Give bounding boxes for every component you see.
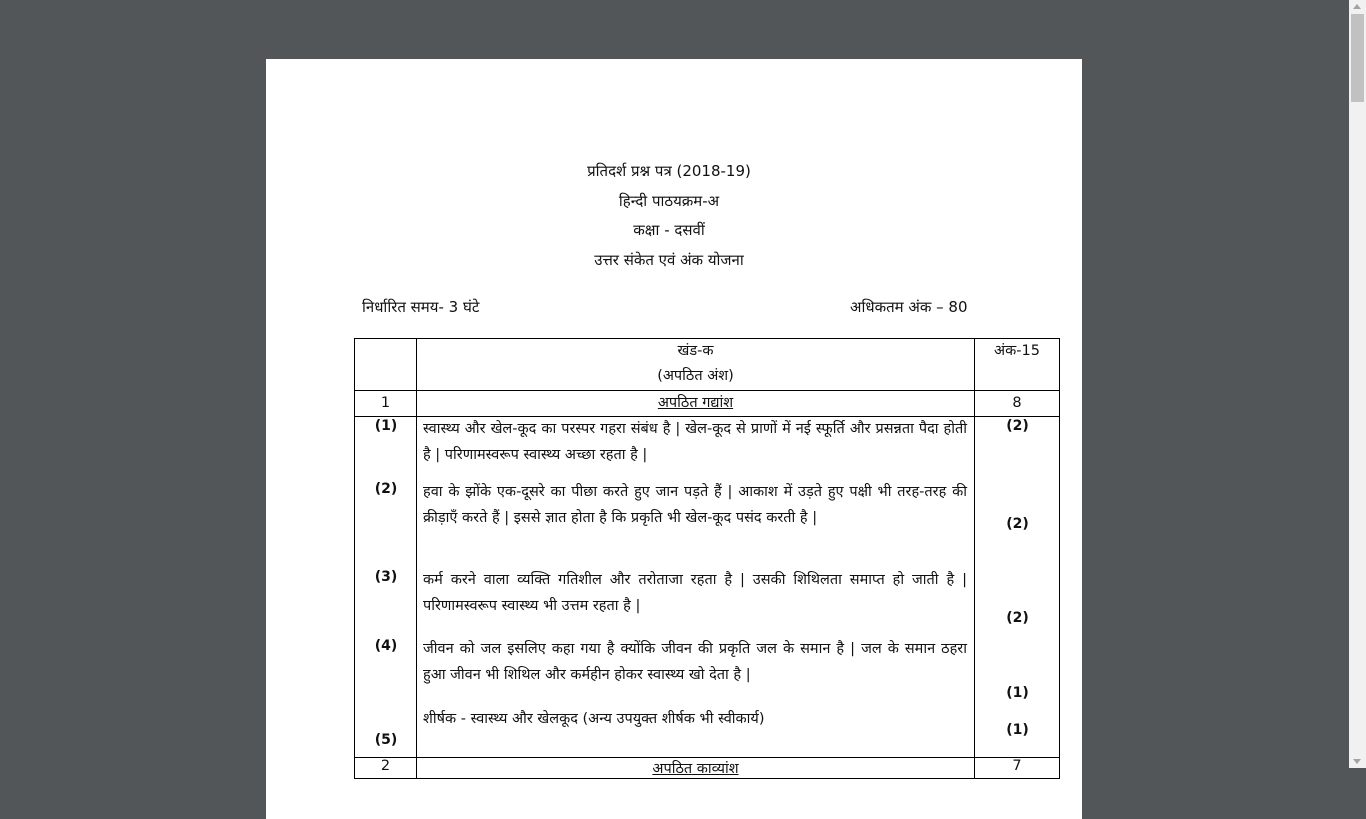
answer-number: (4)	[374, 638, 398, 654]
question-title: अपठित गद्यांश	[657, 395, 734, 411]
answer-number: (3)	[374, 569, 398, 585]
document-page	[266, 59, 1082, 819]
answer-number: (1)	[374, 418, 398, 434]
header-line-3: कक्षा - दसवीं	[633, 221, 705, 239]
empty-cell	[355, 339, 417, 391]
answer-number: (2)	[374, 481, 398, 497]
document-header	[266, 157, 1082, 275]
scroll-up-arrow-icon[interactable]	[1353, 4, 1361, 9]
answer-texts-cell	[417, 417, 975, 758]
answer-text: जीवन को जल इसलिए कहा गया है क्योंकि जीवन की प्रकृति जल के समान है | जल के समान ठहरा हुआ जीवन भी शिथिल और कर्महीन होकर स्वास्थ्य खो देता है |	[423, 641, 967, 683]
header-line-4: उत्तर संकेत एवं अंक योजना	[594, 250, 744, 269]
answer-text: स्वास्थ्य और खेल-कूद का परस्पर गहरा संबंध है | खेल-कूद से प्राणों में नई स्फूर्ति और प्रसन्नता पैदा होती है | परिणामस्वरूप स्वास्थ्य अच्छा रहता है |	[423, 421, 967, 463]
answer-marks: (2)	[1006, 516, 1029, 532]
answer-marks: (2)	[1006, 610, 1029, 626]
scroll-down-arrow-icon[interactable]	[1353, 759, 1361, 764]
vertical-scrollbar[interactable]	[1349, 0, 1366, 768]
next-question-number: 2	[355, 758, 417, 779]
answer-marks: (1)	[1006, 722, 1029, 738]
question-marks: 8	[975, 391, 1060, 417]
next-question-marks: 7	[975, 758, 1060, 779]
answer-text: शीर्षक - स्वास्थ्य और खेलकूद (अन्य उपयुक्त शीर्षक भी स्वीकार्य)	[423, 711, 765, 727]
answer-marks-cell	[975, 417, 1060, 758]
question-number: 1	[355, 391, 417, 417]
section-title: खंड-क	[677, 343, 714, 359]
section-subtitle: (अपठित अंश)	[657, 368, 734, 384]
scrollbar-thumb[interactable]	[1351, 14, 1364, 102]
answers-row	[355, 417, 1060, 758]
section-header-row	[355, 339, 1060, 391]
answer-table	[354, 338, 1060, 779]
question-title-cell	[417, 391, 975, 417]
section-marks: अंक-15	[975, 339, 1060, 391]
time-allowed: निर्धारित समय- 3 घंटे	[362, 298, 480, 316]
answer-numbers-cell	[355, 417, 417, 758]
answer-text: कर्म करने वाला व्यक्ति गतिशील और तरोताजा रहता है | उसकी शिथिलता समाप्त हो जाती है | परिणामस्वरूप स्वास्थ्य भी उत्तम रहता है |	[423, 572, 967, 614]
maximum-marks: अधिकतम अंक – 80	[850, 298, 968, 316]
answer-marks: (2)	[1006, 418, 1029, 434]
next-question-row	[355, 758, 1060, 779]
header-line-2: हिन्दी पाठयक्रम-अ	[618, 191, 720, 210]
header-line-1: प्रतिदर्श प्रश्न पत्र (2018-19)	[587, 162, 751, 180]
section-heading-cell	[417, 339, 975, 391]
next-question-title: अपठित काव्यांश	[652, 761, 739, 777]
next-question-title-cell	[417, 758, 975, 779]
answer-number: (5)	[374, 732, 398, 748]
question-row	[355, 391, 1060, 417]
answer-marks: (1)	[1006, 685, 1029, 701]
answer-text: हवा के झोंके एक-दूसरे का पीछा करते हुए जान पड़ते हैं | आकाश में उड़ते हुए पक्षी भी तरह-तरह की क्रीड़ाएँ करते हैं | इससे ज्ञात होता है कि प्रकृति भी खेल-कूद पसंद करती है |	[423, 484, 967, 526]
